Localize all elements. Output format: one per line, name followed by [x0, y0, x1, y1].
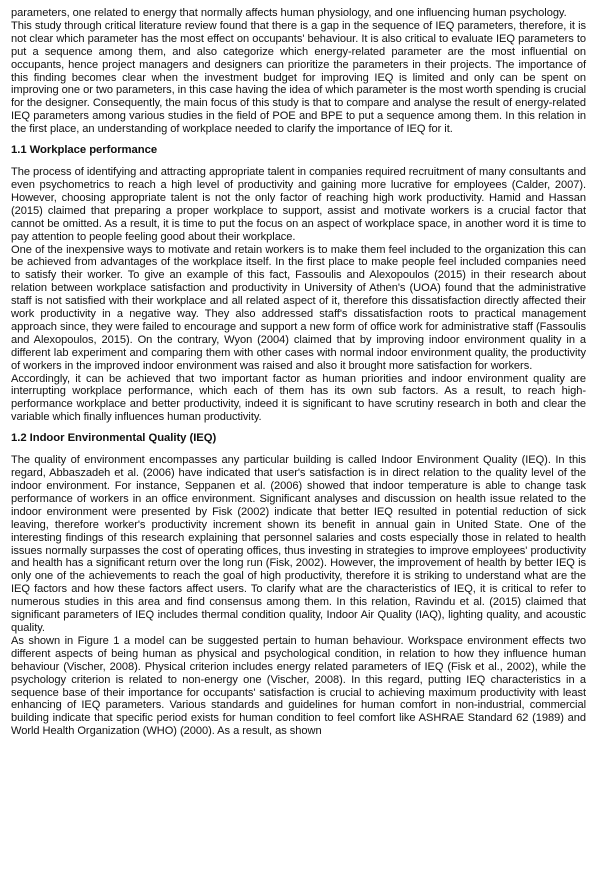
body-paragraph: parameters, one related to energy that normally affects human physiology, and one influencing human psychology. — [11, 7, 567, 19]
body-paragraph: One of the inexpensive ways to motivate and retain workers is to make them feel included to the organization this can be achieved from advantages of the workplace itself. In the first place to make people feel included companies need to satisfy their worker. To give an example of this fact, Fassoulis and Alexopoulos (2015) in their research about relation between workplace satisfaction and productivity in University of Athen's (UOA) found that the administrative staff is not satisfied with their workplace and all related aspect of it, therefore this dissatisfaction directly affected their work productivity in a negative way. They also addressed staff's dissatisfaction roots to practical management approach since, they were failed to encourage and support a new form of office work for administrative staff (Fassoulis and Alexopoulos, 2015). On the contrary, Wyon (2004) claimed that by improving indoor environment quality in a different lab experiment and comparing them with other cases with normal indoor environment quality, the productivity of workers in the improved indoor environment was raised and also it brought more satisfaction for workers. — [11, 243, 586, 372]
intro-section — [11, 7, 586, 136]
section-heading: 1.1 Workplace performance — [11, 144, 158, 157]
body-paragraph: As shown in Figure 1 a model can be suggested pertain to human behaviour. Workspace environment effects two different aspects of being human as physical and psychological condition, in relation to how they influence human behaviour (Vischer, 2008). Physical criterion includes energy related parameters of IEQ (Fisk et al., 2002), while the psychology criterion is related to non-energy one (Vischer, 2008). In this regard, putting IEQ characteristics in a sequence base of their importance for occupants' satisfaction is crucial to achieving maximum productivity with least enhancing of IEQ parameters. Various standards and guidelines for human comfort in non-industrial, commercial building indicate that specific period exists for human condition to feel comfort like ASHRAE Standard 62 (1989) and World Health Organization (WHO) (2000). As a result, as shown — [11, 634, 586, 738]
body-paragraph: The quality of environment encompasses any particular building is called Indoor Environment Quality (IEQ). In this regard, Abbaszadeh et al. (2006) have indicated that user's satisfaction is in direct relation to the quality level of the indoor environment. For instance, Seppanen et al. (2006) showed that indoor temperature is able to change task performance of workers in an office environment. Significant analyses and discussion on health issue related to the indoor environment were presented by Fisk (2002) indicate that better IEQ resulted in potential reduction of sick leaving, therefore worker's productivity increment shown its benefit in annual gain in United State. One of the interesting findings of this research explaining that personnel salaries and costs especially those in related to health issues normally surpasses the cost of operating offices, thus investing in strategies to improve employees' productivity and health has a significant return over the long run (Fisk, 2002). However, the improvement of health by better IEQ is only one of the achievements to reach the goal of high productivity, therefore it is striking to understand what are the IEQ factors and how these factors affect users. To clarify what are the characteristics of IEQ, it is critical to refer to numerous studies in this area and find consensus among them. In this relation, Ravindu et al. (2015) claimed that significant parameters of IEQ includes thermal condition quality, Indoor Air Quality (IAQ), lighting quality, and acoustic quality. — [11, 454, 586, 634]
ieq-section — [11, 432, 586, 738]
workplace-performance-section — [11, 144, 586, 424]
body-paragraph: Accordingly, it can be achieved that two important factor as human priorities and indoor environment quality are interrupting workplace performance, which each of them has its own sub factors. As a result, to reach high-performance workplace and better productivity, indeed it is significant to have scrutiny research in both and clear the variable which finally influences human productivity. — [11, 372, 586, 424]
section-heading: 1.2 Indoor Environmental Quality (IEQ) — [11, 432, 217, 445]
body-paragraph: The process of identifying and attracting appropriate talent in companies required recruitment of many consultants and even psychometrics to reach a high level of productivity and gaining more lucrative for employees (Calder, 2007). However, choosing appropriate talent is not the only factor of reaching high work productivity. Hamid and Hassan (2015) claimed that preparing a proper workplace to support, assist and motivate workers is a crucial factor that cannot be omitted. As a result, it is time to put the focus on an aspect of workplace space, in another word it is time to pay attention to people feeling good about their workplace. — [11, 166, 586, 243]
body-paragraph: This study through critical literature review found that there is a gap in the sequence of IEQ parameters, therefore, it is not clear which parameter has the most effect on occupants' behaviour. It is also critical to evaluate IEQ parameters to put a sequence among them, and also categorize which energy-related parameter are the most influential on occupants, hence project managers and designers can prioritize the parameters in their projects. The importance of this finding becomes clear when the investment budget for improving IEQ is limited and only can be spent on improving one or two parameters, in this case having the idea of which parameter is the most worth spending is crucial for the designer. Consequently, the main focus of this study is that to compare and analyse the result of energy-related IEQ parameters among various studies in the field of POE and BPE to put a sequence among them. In this relation in the first place, an understanding of workplace needed to clarify the importance of IEQ for it. — [11, 19, 586, 136]
